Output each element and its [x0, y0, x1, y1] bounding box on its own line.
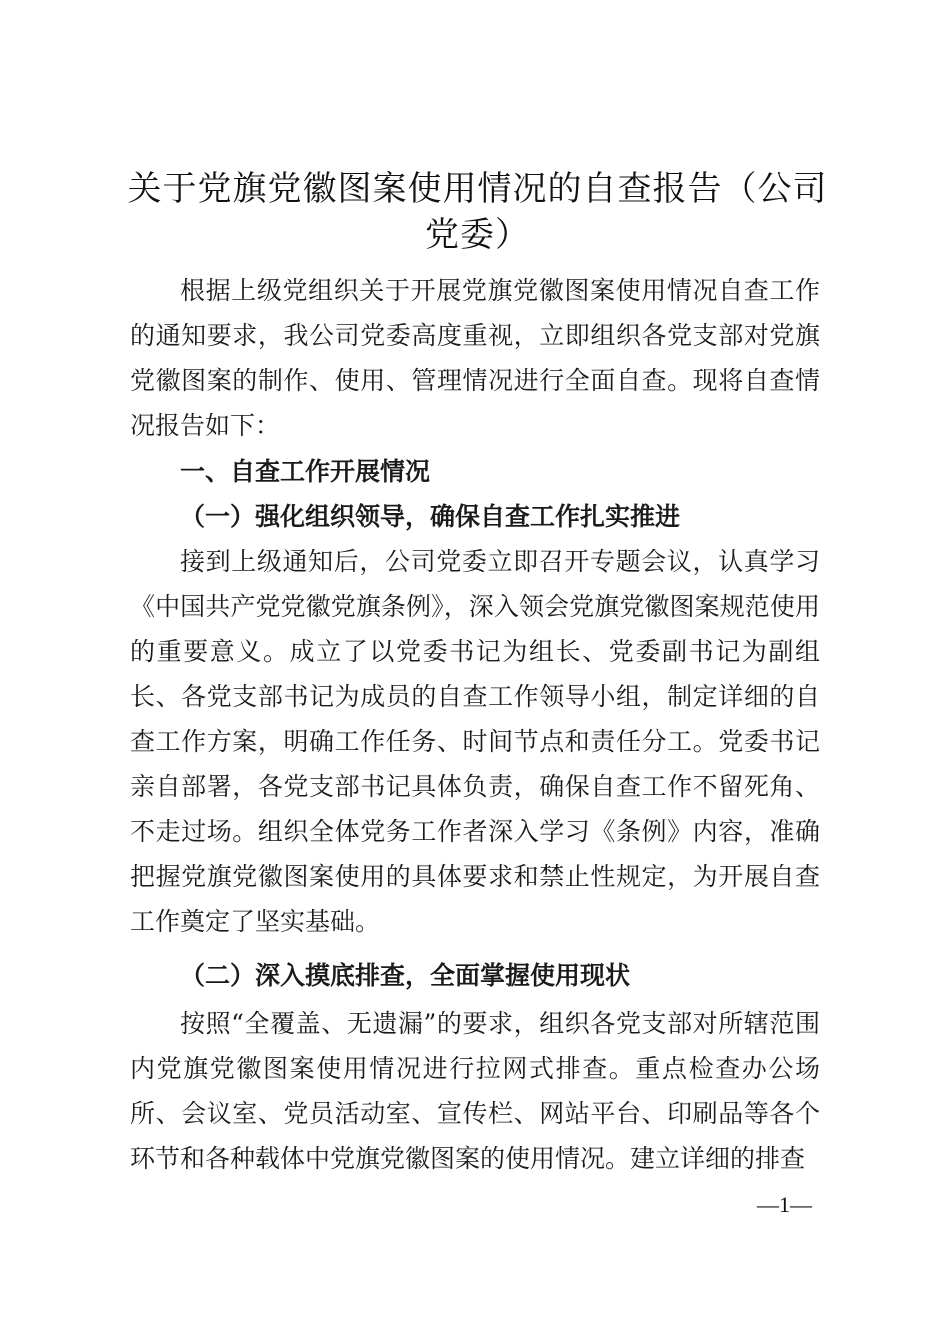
- subsection-1: [130, 497, 820, 537]
- section-1: [130, 452, 820, 492]
- subsection-2-body: [130, 1001, 820, 1181]
- subsection-2-paragraph: 按照“全覆盖、无遗漏”的要求，组织各党支部对所辖范围内党旗党徽图案使用情况进行拉网式排查。重点检查办公场所、会议室、党员活动室、宣传栏、网站平台、印刷品等各个环节和各种载体中党旗党徽图案的使用情况。建立详细的排查: [130, 1009, 820, 1173]
- subsection-1-heading: （一）强化组织领导，确保自查工作扎实推进: [180, 502, 681, 531]
- intro-block: [130, 268, 820, 448]
- page-number: —1—: [757, 1192, 812, 1217]
- intro-paragraph: 根据上级党组织关于开展党旗党徽图案使用情况自查工作的通知要求，我公司党委高度重视，立即组织各党支部对党旗党徽图案的制作、使用、管理情况进行全面自查。现将自查情况报告如下：: [130, 276, 820, 440]
- section-1-heading: 一、自查工作开展情况: [180, 457, 431, 486]
- subsection-1-body: [130, 539, 820, 944]
- subsection-2: [130, 956, 820, 996]
- document-title: 关于党旗党徽图案使用情况的自查报告（公司党委）: [127, 169, 828, 255]
- subsection-1-paragraph: 接到上级通知后，公司党委立即召开专题会议，认真学习《中国共产党党徽党旗条例》，深入领会党旗党徽图案规范使用的重要意义。成立了以党委书记为组长、党委副书记为副组长、各党支部书记为成员的自查工作领导小组，制定详细的自查工作方案，明确工作任务、时间节点和责任分工。党委书记亲自部署，各党支部书记具体负责，确保自查工作不留死角、不走过场。组织全体党务工作者深入学习《条例》内容，准确把握党旗党徽图案使用的具体要求和禁止性规定，为开展自查工作奠定了坚实基础。: [130, 547, 820, 936]
- subsection-2-heading: （二）深入摸底排查，全面掌握使用现状: [180, 961, 631, 990]
